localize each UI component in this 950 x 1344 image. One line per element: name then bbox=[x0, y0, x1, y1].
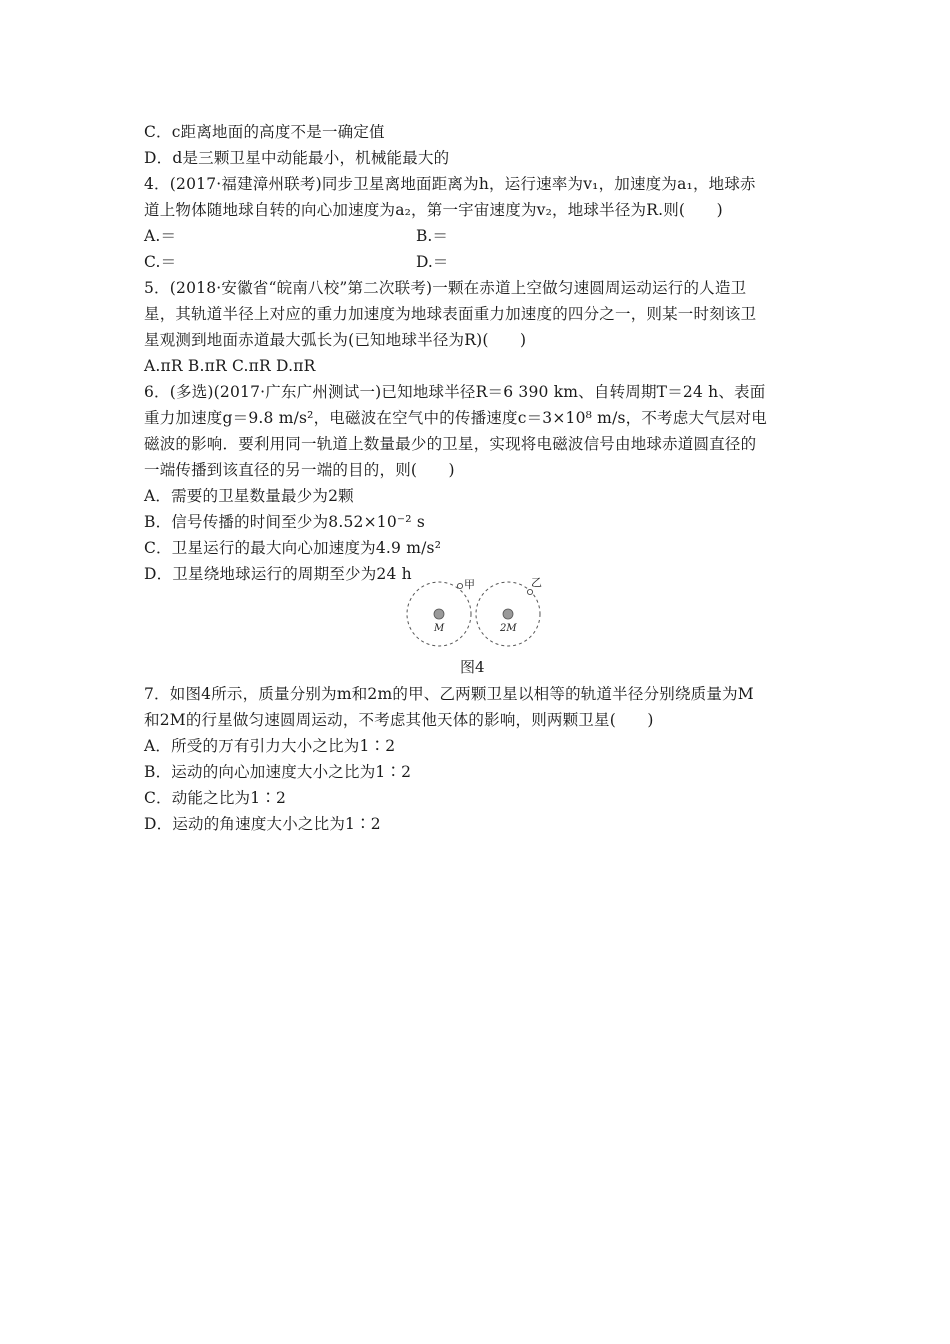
q5-options: A.πR B.πR C.πR D.πR bbox=[144, 357, 316, 375]
q4-stem-line-2: 道上物体随地球自转的向心加速度为a₂，第一宇宙速度为v₂，地球半径为R.则( ) bbox=[144, 201, 723, 219]
q4-option-d: D.＝ bbox=[416, 253, 449, 271]
satellite-yi bbox=[527, 589, 532, 594]
q4-option-a: A.＝ bbox=[144, 227, 177, 245]
q6-option-c: C．卫星运行的最大向心加速度为4.9 m/s² bbox=[144, 539, 442, 557]
q5-stem-line-3: 星观测到地面赤道最大弧长为(已知地球半径为R)( ) bbox=[144, 331, 527, 349]
planet-m bbox=[434, 609, 444, 619]
label-yi: 乙 bbox=[531, 576, 542, 589]
q7-stem-line-1: 7．如图4所示，质量分别为m和2m的甲、乙两颗卫星以相等的轨道半径分别绕质量为M bbox=[144, 685, 754, 703]
q3-option-d: D．d是三颗卫星中动能最小，机械能最大的 bbox=[144, 149, 450, 167]
q3-option-c: C．c距离地面的高度不是一确定值 bbox=[144, 123, 385, 141]
q6-stem-line-4: 一端传播到该直径的另一端的目的，则( ) bbox=[144, 461, 455, 479]
orbit-figure bbox=[403, 574, 551, 650]
q6-option-d: D．卫星绕地球运行的周期至少为24 h bbox=[144, 565, 412, 583]
q7-option-c: C．动能之比为1∶2 bbox=[144, 789, 287, 807]
planet-2m bbox=[503, 609, 513, 619]
label-2m: 2M bbox=[500, 623, 517, 634]
label-m: M bbox=[434, 623, 445, 634]
q4-option-c: C.＝ bbox=[144, 253, 177, 271]
figure-caption: 图4 bbox=[460, 658, 485, 676]
q6-stem-line-3: 磁波的影响．要利用同一轨道上数量最少的卫星，实现将电磁波信号由地球赤道圆直径的 bbox=[144, 435, 757, 453]
q6-option-b: B．信号传播的时间至少为8.52×10⁻² s bbox=[144, 513, 425, 531]
q6-option-a: A．需要的卫星数量最少为2颗 bbox=[144, 487, 354, 505]
q7-option-b: B．运动的向心加速度大小之比为1∶2 bbox=[144, 763, 412, 781]
label-jia: 甲 bbox=[464, 578, 475, 591]
satellite-jia bbox=[457, 583, 462, 588]
q5-stem-line-1: 5．(2018·安徽省“皖南八校”第二次联考)一颗在赤道上空做匀速圆周运动运行的人造卫 bbox=[144, 279, 747, 297]
q7-option-d: D．运动的角速度大小之比为1∶2 bbox=[144, 815, 381, 833]
q4-stem-line-1: 4．(2017·福建漳州联考)同步卫星离地面距离为h，运行速率为v₁，加速度为a₁，地球赤 bbox=[144, 175, 756, 193]
q6-stem-line-1: 6．(多选)(2017·广东广州测试一)已知地球半径R＝6 390 km、自转周期T＝24 h、表面 bbox=[144, 383, 766, 401]
q6-stem-line-2: 重力加速度g＝9.8 m/s²，电磁波在空气中的传播速度c＝3×10⁸ m/s，不考虑大气层对电 bbox=[144, 409, 767, 427]
q7-stem-line-2: 和2M的行星做匀速圆周运动，不考虑其他天体的影响，则两颗卫星( ) bbox=[144, 711, 654, 729]
q5-stem-line-2: 星，其轨道半径上对应的重力加速度为地球表面重力加速度的四分之一，则某一时刻该卫 bbox=[144, 305, 757, 323]
q7-option-a: A．所受的万有引力大小之比为1∶2 bbox=[144, 737, 396, 755]
q4-option-b: B.＝ bbox=[416, 227, 448, 245]
